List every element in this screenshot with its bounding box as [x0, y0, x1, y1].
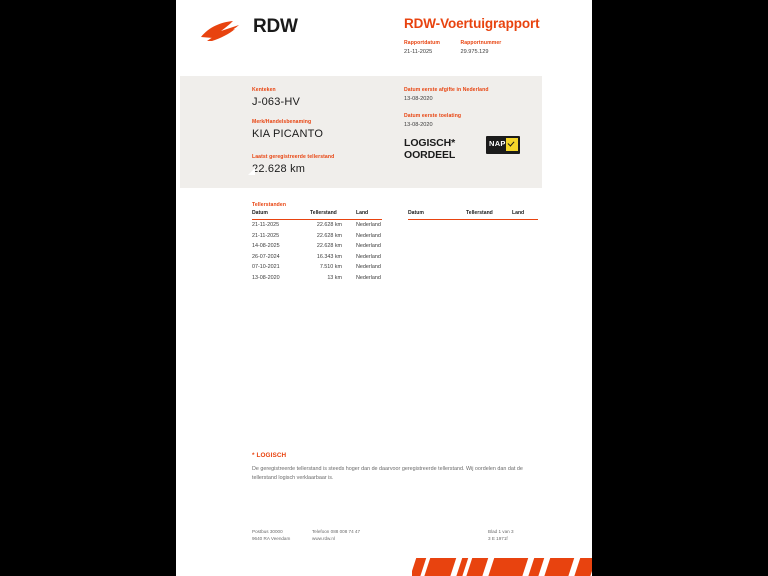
make-model-value: KIA PICANTO [252, 128, 324, 140]
summary-right-column [404, 87, 544, 128]
cell-reading: 22.628 km [316, 232, 342, 239]
vehicle-summary-panel [180, 76, 542, 188]
odometer-table-title: Tellerstanden [252, 202, 287, 208]
table-row [252, 273, 382, 284]
footnote-body: De geregistreerde tellerstand is steeds hoger dan de daarvoor geregistreerde tellerstand. Wij oordelen dan dat de tellerstand logisch verklaarbaar is. [252, 466, 523, 481]
table-row [252, 220, 382, 231]
cell-country: Nederland [356, 243, 381, 250]
cell-date: 26-07-2024 [252, 253, 280, 260]
rdw-flame-icon [199, 20, 247, 42]
table-header-row [252, 210, 382, 220]
column-header-reading-2: Tellerstand [466, 210, 493, 216]
verdict-line-2: OORDEEL [404, 148, 456, 161]
verdict-line-1: LOGISCH* [404, 137, 456, 149]
column-header-country-2: Land [512, 210, 525, 216]
footer-page-info [488, 528, 514, 542]
cell-country: Nederland [356, 232, 381, 239]
footer-phone: Telefoon 088 008 74 47 [312, 529, 361, 534]
document-header [176, 0, 592, 62]
report-date-value: 21-11-2025 [404, 49, 433, 55]
document-footer [176, 520, 592, 576]
footnote-block [252, 452, 542, 482]
rdw-logo [199, 14, 319, 48]
odometer-readings-section [252, 202, 542, 281]
report-number-label: Rapportnummer [460, 40, 502, 46]
column-header-date: Datum [252, 210, 268, 216]
check-icon [506, 138, 518, 151]
footer-page-number: Blad 1 van 3 [488, 529, 514, 534]
footer-website[interactable]: www.rdw.nl [312, 536, 335, 541]
first-registration-nl-value: 13-08-2020 [404, 96, 433, 102]
table-row [252, 262, 382, 273]
cell-reading: 22.628 km [316, 222, 342, 228]
cell-date: 14-08-2025 [252, 243, 280, 250]
license-value: J-063-HV [252, 96, 301, 108]
nap-badge-label: NAP [489, 139, 506, 148]
cell-date: 13-08-2020 [252, 274, 280, 281]
odometer-table-left [252, 210, 382, 284]
footnote-title: * LOGISCH [252, 452, 287, 459]
make-model-label: Merk/Handelsbenaming [252, 119, 312, 125]
footer-address [252, 528, 290, 542]
panel-corner-notch [248, 168, 255, 175]
first-admission-value: 13-08-2020 [404, 122, 433, 128]
report-meta [404, 40, 592, 58]
column-header-country: Land [356, 210, 369, 216]
nap-badge [486, 136, 520, 154]
footer-address-line-1: Postbus 30000 [252, 529, 283, 534]
report-date-block [404, 40, 456, 55]
odometer-label: Laatst geregistreerde tellerstand [252, 154, 335, 160]
column-header-date-2: Datum [408, 210, 424, 216]
cell-date: 07-10-2021 [252, 264, 280, 271]
cell-reading: 13 km [327, 274, 342, 281]
table-row [252, 231, 382, 242]
cell-country: Nederland [356, 264, 381, 271]
table-row [252, 252, 382, 263]
cell-reading: 16.343 km [316, 253, 342, 260]
column-header-reading: Tellerstand [310, 210, 337, 216]
odometer-table-right [408, 210, 538, 220]
footer-address-line-2: 9640 RA Veendam [252, 536, 291, 541]
footer-form-code: 3 E 1971f [488, 536, 508, 541]
page-title: RDW-Voertuigrapport [404, 16, 540, 31]
table-header-row-secondary [408, 210, 538, 220]
report-number-block [460, 40, 540, 55]
first-registration-nl-label: Datum eerste afgifte in Nederland [404, 87, 489, 93]
cell-country: Nederland [356, 253, 381, 260]
license-label: Kenteken [252, 87, 276, 93]
rdw-wordmark: RDW [253, 16, 298, 37]
report-date-label: Rapportdatum [404, 40, 441, 46]
document-page [176, 0, 592, 576]
cell-country: Nederland [356, 274, 381, 281]
summary-left-column [252, 87, 402, 175]
cell-date: 21-11-2025 [252, 222, 280, 228]
table-row [252, 241, 382, 252]
report-number-value: 29.975.129 [460, 49, 489, 55]
first-admission-label: Datum eerste toelating [404, 113, 462, 119]
verdict-block [404, 138, 455, 161]
footer-brand-graphic [412, 556, 592, 576]
cell-reading: 22.628 km [316, 243, 342, 250]
footer-contact [312, 528, 360, 542]
cell-reading: 7.510 km [319, 264, 342, 271]
odometer-value: 22.628 km [252, 163, 306, 175]
cell-date: 21-11-2025 [252, 232, 280, 239]
cell-country: Nederland [356, 222, 381, 228]
